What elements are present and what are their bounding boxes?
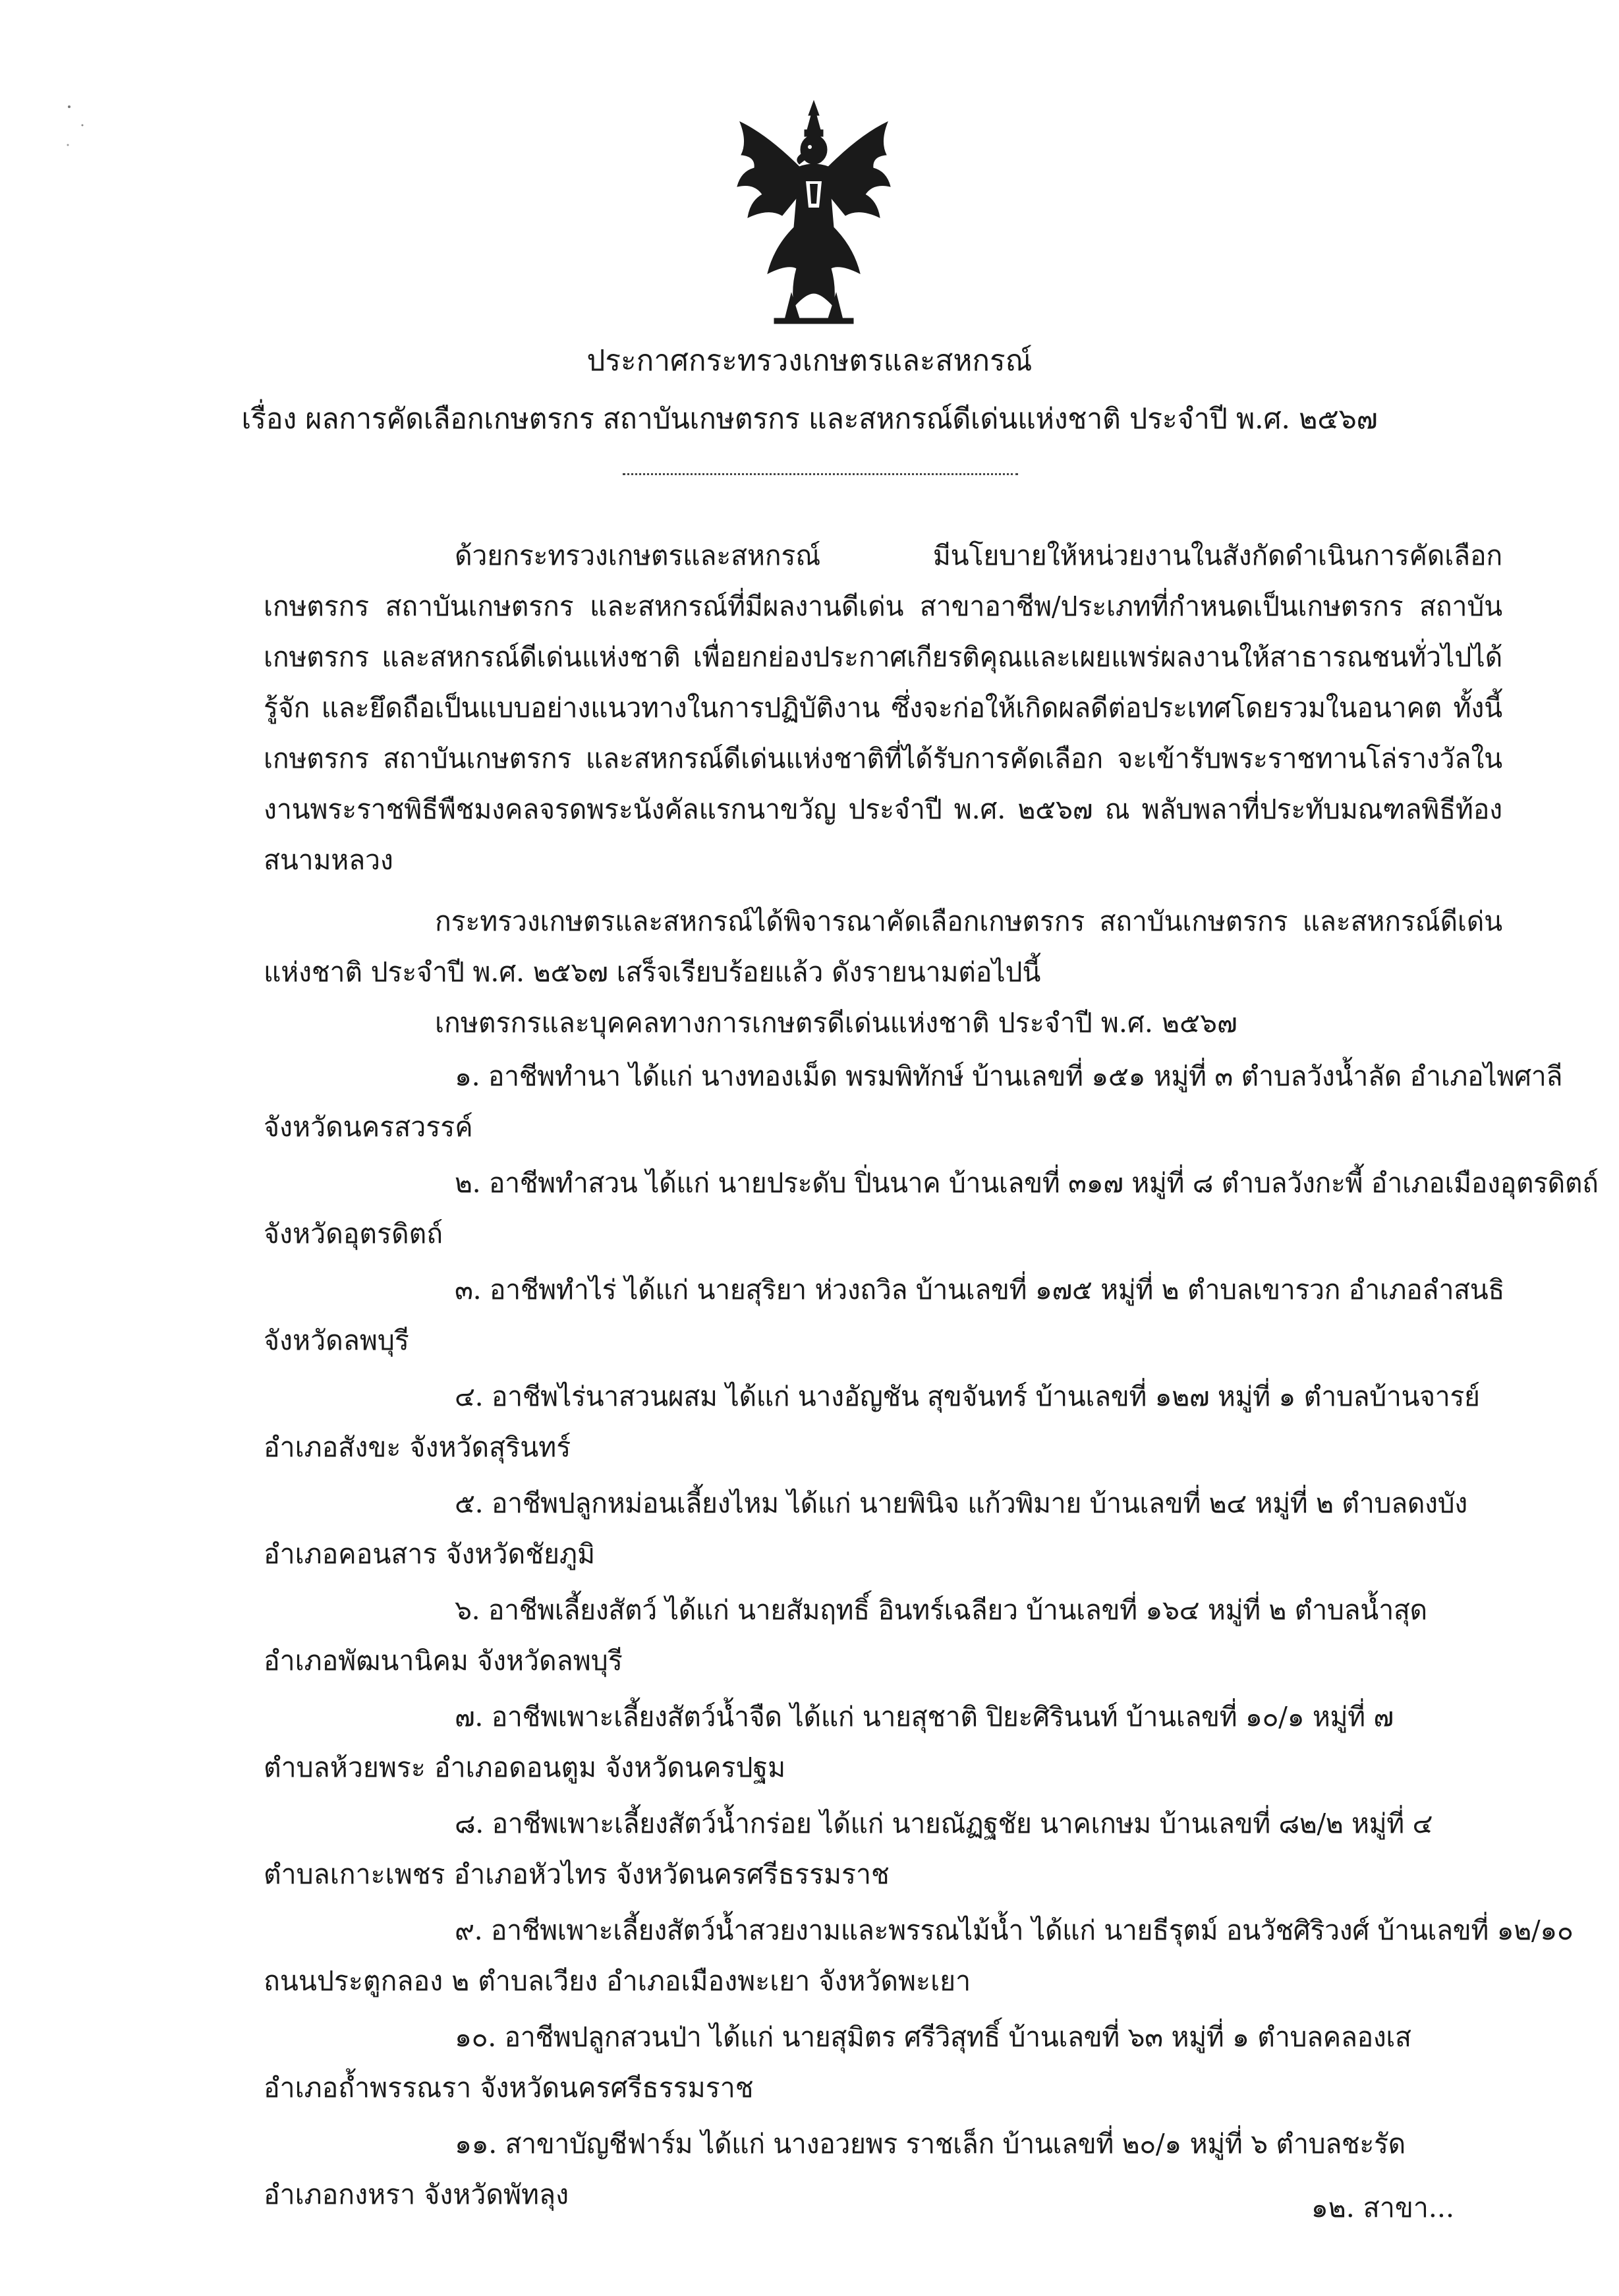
- item-line2: อำเภอคอนสาร จังหวัดชัยภูมิ: [264, 1538, 596, 1570]
- intro-paragraph: ด้วยกระทรวงเกษตรและสหกรณ์ มีนโยบายให้หน่วยงานในสังกัดดำเนินการคัดเลือกเกษตรกร สถาบันเกษตรกร และสหกรณ์ที่มีผลงานดีเด่น สาขาอาชีพ/ประเภทที่กำหนดเป็นเกษตรกร สถาบันเกษตรกร และสหกรณ์ดีเด่นแห่งชาติ เพื่อยกย่องประกาศเกียรติคุณและเผยแพร่ผลงานให้สาธารณชนทั่วไปได้รู้จัก และยึดถือเป็นแบบอย่างแนวทางในการปฏิบัติงาน ซึ่งจะก่อให้เกิดผลดีต่อประเทศโดยรวมในอนาคต ทั้งนี้ เกษตรกร สถาบันเกษตรกร และสหกรณ์ดีเด่นแห่งชาติที่ได้รับการคัดเลือก จะเข้ารับพระราชทานโล่รางวัลในงานพระราชพิธีพืชมงคลจรดพระนังคัลแรกนาขวัญ ประจำปี พ.ศ. ๒๕๖๗ ณ พลับพลาที่ประทับมณฑลพิธีท้องสนามหลวง: [264, 540, 1502, 876]
- result-paragraph: กระทรวงเกษตรและสหกรณ์ได้พิจารณาคัดเลือกเกษตรกร สถาบันเกษตรกร และสหกรณ์ดีเด่นแห่งชาติ ประจำปี พ.ศ. ๒๕๖๗ เสร็จเรียบร้อยแล้ว ดังรายนามต่อไปนี้: [264, 905, 1502, 988]
- list-item: [264, 1478, 1502, 1580]
- list-item: [264, 1158, 1599, 1259]
- list-item: [264, 1798, 1502, 1900]
- document-body: [264, 531, 1599, 2225]
- item-line1: ๗. อาชีพเพาะเลี้ยงสัตว์น้ำจืด ได้แก่ นายสุชาติ ปิยะศิรินนท์ บ้านเลขที่ ๑๐/๑ หมู่ที่ ๗: [455, 1701, 1394, 1733]
- item-line1: ๑. อาชีพทำนา ได้แก่ นางทองเม็ด พรมพิทักษ์ บ้านเลขที่ ๑๕๑ หมู่ที่ ๓ ตำบลวังน้ำลัด อำเภอไพศาลี: [455, 1060, 1563, 1092]
- item-line2: ตำบลห้วยพระ อำเภอดอนตูม จังหวัดนครปฐม: [264, 1752, 786, 1783]
- garuda-emblem-icon: [728, 96, 899, 333]
- item-line1: ๒. อาชีพทำสวน ได้แก่ นายประดับ ปิ่นนาค บ้านเลขที่ ๓๑๗ หมู่ที่ ๘ ตำบลวังกะพี้ อำเภอเมืองอุตรดิตถ์: [455, 1167, 1599, 1199]
- list-item: [264, 1692, 1502, 1793]
- item-line2: อำเภอสังขะ จังหวัดสุรินทร์: [264, 1431, 571, 1463]
- dotted-divider: [623, 473, 1018, 475]
- item-line1: ๕. อาชีพปลูกหม่อนเลี้ยงไหม ได้แก่ นายพินิจ แก้วพิมาย บ้านเลขที่ ๒๔ หมู่ที่ ๒ ตำบลดงบัง: [455, 1487, 1467, 1519]
- list-item: [264, 1051, 1563, 1153]
- scan-speck-marks: [63, 99, 102, 158]
- list-item: [264, 1905, 1574, 2007]
- item-line2: อำเภอถ้ำพรรณรา จังหวัดนครศรีธรรมราช: [264, 2072, 754, 2104]
- item-line2: อำเภอกงหรา จังหวัดพัทลุง: [264, 2179, 569, 2210]
- item-line2: อำเภอพัฒนานิคม จังหวัดลพบุรี: [264, 1645, 623, 1677]
- item-line2: จังหวัดนครสวรรค์: [264, 1111, 473, 1143]
- item-line1: ๙. อาชีพเพาะเลี้ยงสัตว์น้ำสวยงามและพรรณไม้น้ำ ได้แก่ นายธีรุตม์ อนวัชศิริวงศ์ บ้านเลขที่ ๑๒/๑๐: [455, 1914, 1574, 1946]
- list-item: [264, 1585, 1502, 1686]
- item-line1: ๓. อาชีพทำไร่ ได้แก่ นายสุริยา ห่วงถวิล บ้านเลขที่ ๑๗๕ หมู่ที่ ๒ ตำบลเขารวก อำเภอลำสนธิ: [455, 1274, 1505, 1306]
- announcement-title: ประกาศกระทรวงเกษตรและสหกรณ์: [586, 344, 1033, 378]
- list-item: [264, 2012, 1502, 2113]
- item-line2: จังหวัดลพบุรี: [264, 1325, 409, 1356]
- awardee-list: [264, 1051, 1599, 2220]
- item-line1: ๘. อาชีพเพาะเลี้ยงสัตว์น้ำกร่อย ได้แก่ นายณัฏฐชัย นาคเกษม บ้านเลขที่ ๘๒/๒ หมู่ที่ ๔: [455, 1808, 1433, 1839]
- section-heading: เกษตรกรและบุคคลทางการเกษตรดีเด่นแห่งชาติ ประจำปี พ.ศ. ๒๕๖๗: [435, 1007, 1237, 1039]
- list-item: [264, 1371, 1502, 1473]
- item-line2: ตำบลเกาะเพชร อำเภอหัวไทร จังหวัดนครศรีธรรมราช: [264, 1858, 890, 1890]
- item-line1: ๖. อาชีพเลี้ยงสัตว์ ได้แก่ นายสัมฤทธิ์ อินทร์เฉลียว บ้านเลขที่ ๑๖๔ หมู่ที่ ๒ ตำบลน้ำสุด: [455, 1594, 1427, 1626]
- item-line2: จังหวัดอุตรดิตถ์: [264, 1218, 443, 1249]
- page-continuation: ๑๒. สาขา...: [1311, 2192, 1454, 2224]
- announcement-subject: เรื่อง ผลการคัดเลือกเกษตรกร สถาบันเกษตรกร และสหกรณ์ดีเด่นแห่งชาติ ประจำปี พ.ศ. ๒๕๖๗: [241, 403, 1378, 436]
- item-line1: ๑๑. สาขาบัญชีฟาร์ม ได้แก่ นางอวยพร ราชเล็ก บ้านเลขที่ ๒๐/๑ หมู่ที่ ๖ ตำบลชะรัด: [455, 2128, 1406, 2160]
- item-line1: ๔. อาชีพไร่นาสวนผสม ได้แก่ นางอัญชัน สุขจันทร์ บ้านเลขที่ ๑๒๗ หมู่ที่ ๑ ตำบลบ้านจารย์: [455, 1381, 1480, 1412]
- list-item: [264, 1265, 1505, 1366]
- item-line1: ๑๐. อาชีพปลูกสวนป่า ได้แก่ นายสุมิตร ศรีวิสุทธิ์ บ้านเลขที่ ๖๓ หมู่ที่ ๑ ตำบลคลองเส: [455, 2021, 1411, 2053]
- item-line2: ถนนประตูกลอง ๒ ตำบลเวียง อำเภอเมืองพะเยา จังหวัดพะเยา: [264, 1965, 971, 1997]
